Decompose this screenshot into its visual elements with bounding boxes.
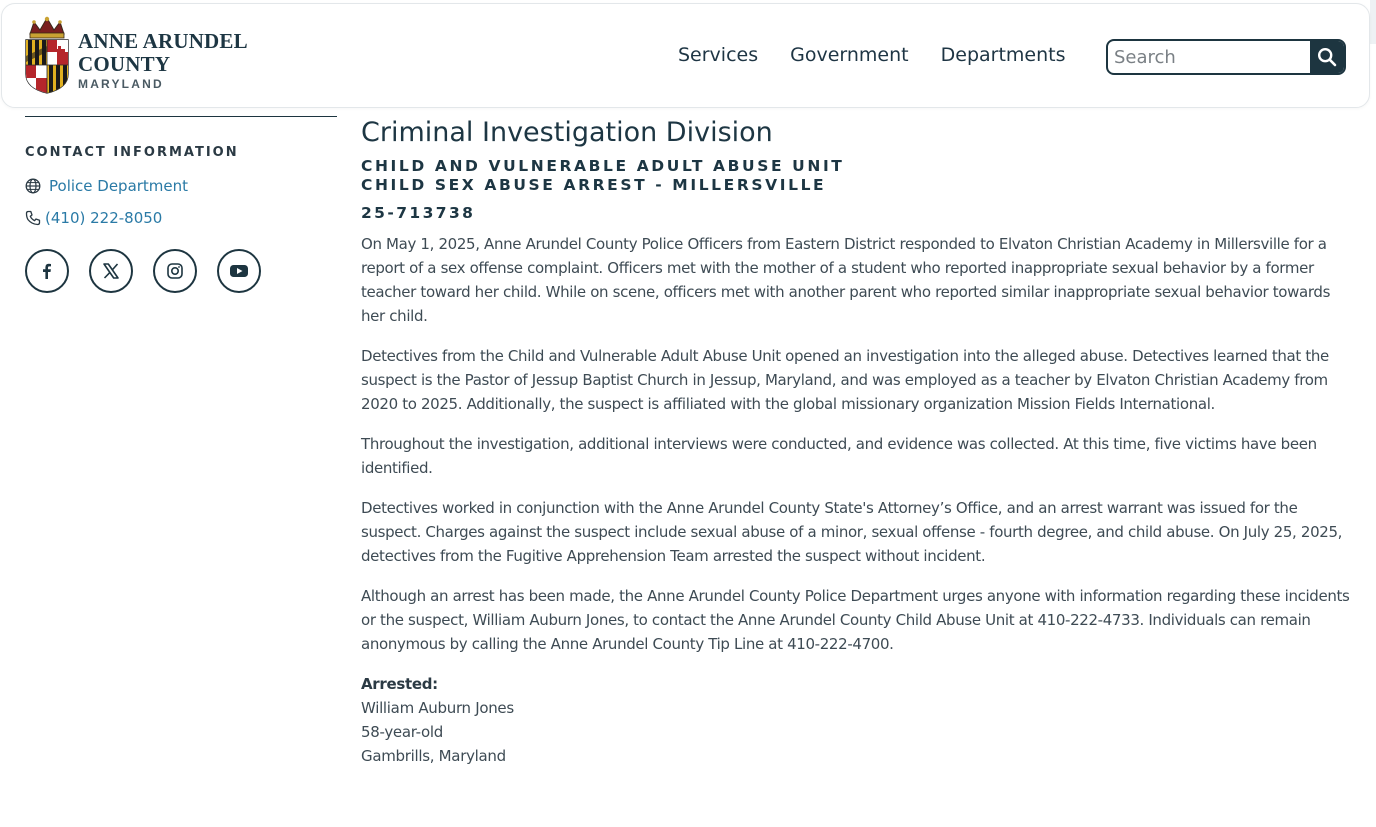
- nav-services[interactable]: Services: [678, 44, 759, 66]
- logo-line-2: COUNTY: [78, 52, 171, 76]
- site-header: [1, 3, 1370, 108]
- page-title: Criminal Investigation Division: [361, 117, 773, 148]
- arrested-location: Gambrills, Maryland: [361, 747, 506, 765]
- paragraph-2: Detectives from the Child and Vulnerable Adult Abuse Unit opened an investigation into the alleged abuse. Detectives learned that the suspect is the Pastor of Jessup Baptist Church in Jessup, Maryland, and was employed as a teacher by Elvaton Christian Academy from 2020 to 2025. Additionally, the suspect is affiliated with the global missionary organization Mission Fields International.: [361, 347, 1329, 413]
- social-links: [25, 249, 337, 293]
- search-input[interactable]: [1108, 41, 1310, 73]
- phone-icon: [25, 210, 41, 226]
- instagram-button[interactable]: [153, 249, 197, 293]
- arrest-details: [361, 672, 1351, 768]
- instagram-icon: [166, 262, 184, 280]
- sidebar: [25, 116, 337, 293]
- facebook-icon: [38, 262, 56, 280]
- contact-phone-row: [25, 209, 337, 227]
- youtube-button[interactable]: [217, 249, 261, 293]
- search-bar: [1106, 39, 1346, 75]
- paragraph-3: Throughout the investigation, additional interviews were conducted, and evidence was collected. At this time, five victims have been identified.: [361, 435, 1317, 477]
- main-nav: [678, 44, 1098, 66]
- sidebar-divider: [25, 116, 337, 117]
- x-twitter-icon: [102, 262, 120, 280]
- facebook-button[interactable]: [25, 249, 69, 293]
- police-department-link[interactable]: Police Department: [49, 177, 189, 195]
- case-number: 25-713738: [361, 204, 476, 222]
- paragraph-4: Detectives worked in conjunction with the Anne Arundel County State's Attorney’s Office, and an arrest warrant was issued for the suspect. Charges against the suspect include sexual abuse of a minor, sexual offense - fourth degree, and child abuse. On July 25, 2025, detectives from the Fugitive Apprehension Team arrested the suspect without incident.: [361, 499, 1343, 565]
- paragraph-5: Although an arrest has been made, the Anne Arundel County Police Department urges anyone with information regarding these incidents or the suspect, William Auburn Jones, to contact the Anne Arundel County Child Abuse Unit at 410-222-4733. Individuals can remain anonymous by calling the Anne Arundel County Tip Line at 410-222-4700.: [361, 587, 1350, 653]
- globe-icon: [25, 178, 41, 194]
- contact-department-row: [25, 177, 337, 195]
- search-button[interactable]: [1310, 41, 1344, 73]
- county-logo[interactable]: [24, 16, 248, 94]
- nav-departments[interactable]: Departments: [940, 44, 1066, 66]
- search-icon: [1317, 47, 1337, 67]
- phone-link[interactable]: (410) 222-8050: [45, 209, 163, 227]
- contact-heading: CONTACT INFORMATION: [25, 145, 239, 160]
- unit-heading: CHILD AND VULNERABLE ADULT ABUSE UNIT: [361, 157, 845, 175]
- logo-line-3: MARYLAND: [78, 77, 164, 91]
- x-twitter-button[interactable]: [89, 249, 133, 293]
- arrested-age: 58-year-old: [361, 723, 443, 741]
- nav-government[interactable]: Government: [790, 44, 909, 66]
- article-body: [361, 232, 1351, 656]
- article: [361, 114, 1351, 768]
- scrollbar-track: [1370, 0, 1376, 44]
- county-seal-icon: [24, 16, 70, 94]
- logo-line-1: ANNE ARUNDEL: [78, 29, 248, 53]
- logo-wordmark: [78, 30, 248, 91]
- arrested-name: William Auburn Jones: [361, 699, 514, 717]
- arrested-label: Arrested:: [361, 675, 438, 693]
- youtube-icon: [229, 263, 249, 279]
- subject-heading: CHILD SEX ABUSE ARREST - MILLERSVILLE: [361, 176, 827, 194]
- paragraph-1: On May 1, 2025, Anne Arundel County Police Officers from Eastern District responded to Elvaton Christian Academy in Millersville for a report of a sex offense complaint. Officers met with the mother of a student who reported inappropriate sexual behavior by a former teacher toward her child. While on scene, officers met with another parent who reported similar inappropriate sexual behavior towards her child.: [361, 235, 1331, 325]
